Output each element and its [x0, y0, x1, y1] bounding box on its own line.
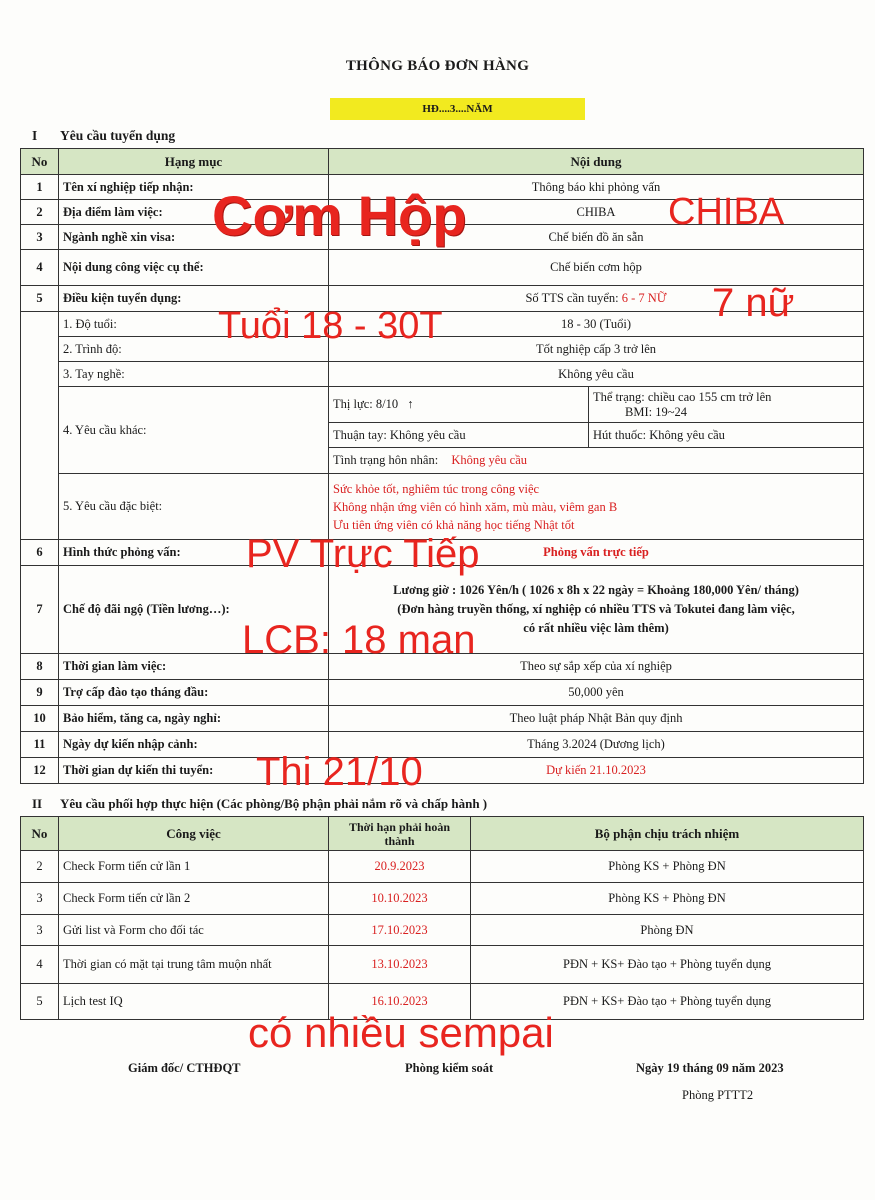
eyesight-text: Thị lực: 8/10: [333, 397, 399, 411]
table-row: [21, 387, 864, 423]
special-line: Không nhận ứng viên có hình xăm, mù màu, viêm gan B: [333, 499, 618, 514]
table-row: [21, 851, 864, 883]
overlay-interview: PV Trực Tiếp: [246, 532, 480, 576]
task-number: 3: [21, 883, 59, 915]
row-content: Theo luật pháp Nhật Bản quy định: [329, 706, 864, 732]
table-row: [21, 706, 864, 732]
row-number: 11: [21, 732, 59, 758]
issuing-department: Phòng PTTT2: [682, 1088, 754, 1102]
row-number: 10: [21, 706, 59, 732]
task-deadline: 13.10.2023: [329, 946, 471, 984]
special-line: Ưu tiên ứng viên có khả năng học tiếng Nhật tốt: [333, 517, 575, 532]
order-code-badge: HĐ....3....NĂM: [330, 98, 585, 120]
row-number: 1: [21, 175, 59, 200]
table-row: [21, 362, 864, 387]
physique-cell: [589, 387, 864, 423]
task-owner: Phòng ĐN: [471, 915, 864, 946]
trainee-count-label: Số TTS cần tuyển:: [525, 291, 622, 305]
row-number: 5: [21, 286, 59, 312]
row-item: Ngành nghề xin visa:: [59, 225, 329, 250]
salary-line: có rất nhiều việc làm thêm): [523, 621, 669, 635]
header-no: No: [21, 817, 59, 851]
section-2-number: II: [32, 796, 43, 811]
up-arrow-icon: ↑: [407, 397, 414, 411]
eyesight-cell: [329, 387, 589, 423]
salary-line: (Đơn hàng truyền thống, xí nghiệp có nhiều TTS và Tokutei đang làm việc,: [397, 602, 795, 616]
task-number: 4: [21, 946, 59, 984]
table-row: [21, 732, 864, 758]
task-owner: PĐN + KS+ Đào tạo + Phòng tuyển dụng: [471, 984, 864, 1020]
row-content: Phỏng vấn trực tiếp: [329, 540, 864, 566]
criteria-value: Tốt nghiệp cấp 3 trở lên: [329, 337, 864, 362]
section-1-number: I: [32, 128, 38, 143]
section-1-title: Yêu cầu tuyển dụng: [60, 128, 176, 143]
task-owner: Phòng KS + Phòng ĐN: [471, 883, 864, 915]
task-deadline: 16.10.2023: [329, 984, 471, 1020]
table-row: [21, 680, 864, 706]
header-owner: Bộ phận chịu trách nhiệm: [471, 817, 864, 851]
handedness-cell: Thuận tay: Không yêu cầu: [329, 423, 589, 448]
criteria-label: 3. Tay nghề:: [59, 362, 329, 387]
task-number: 5: [21, 984, 59, 1020]
overlay-base-salary: LCB: 18 man: [242, 618, 476, 662]
row-content: Thông báo khi phỏng vấn: [329, 175, 864, 200]
overlay-seven-women: 7 nữ: [712, 281, 795, 325]
criteria-value: Không yêu cầu: [329, 362, 864, 387]
task-name: Lịch test IQ: [59, 984, 329, 1020]
task-owner: PĐN + KS+ Đào tạo + Phòng tuyển dụng: [471, 946, 864, 984]
physique-height: Thể trạng: chiều cao 155 cm trở lên: [593, 389, 772, 404]
header-no: No: [21, 149, 59, 175]
overlay-sempai: có nhiều sempai: [248, 1009, 554, 1056]
task-deadline: 10.10.2023: [329, 883, 471, 915]
table-header-row: [21, 817, 864, 851]
row-item: Điều kiện tuyển dụng:: [59, 286, 329, 312]
header-task: Công việc: [59, 817, 329, 851]
criteria-label: 4. Yêu cầu khác:: [59, 387, 329, 474]
physique-bmi: BMI: 19~24: [625, 404, 687, 419]
control-dept-label: Phòng kiểm soát: [405, 1061, 494, 1075]
row-content: Chế biến đồ ăn sẵn: [329, 225, 864, 250]
section-2-heading: [32, 796, 487, 812]
row-item: Địa điểm làm việc:: [59, 200, 329, 225]
row-number: 9: [21, 680, 59, 706]
table-header-row: [21, 149, 864, 175]
trainee-count-value: 6 - 7 NỮ: [621, 291, 667, 305]
section-1-heading: [32, 128, 175, 144]
row-item: Thời gian làm việc:: [59, 654, 329, 680]
row-item: Bảo hiểm, tăng ca, ngày nghỉ:: [59, 706, 329, 732]
task-deadline: 17.10.2023: [329, 915, 471, 946]
row-item: Hình thức phỏng vấn:: [59, 540, 329, 566]
row-content: Theo sự sắp xếp của xí nghiệp: [329, 654, 864, 680]
row-item: Tên xí nghiệp tiếp nhận:: [59, 175, 329, 200]
task-deadline: 20.9.2023: [329, 851, 471, 883]
task-name: Check Form tiến cử lần 1: [59, 851, 329, 883]
row-item: Thời gian dự kiến thi tuyển:: [59, 758, 329, 784]
document-title: THÔNG BÁO ĐƠN HÀNG: [345, 58, 530, 74]
task-name: Check Form tiến cử lần 2: [59, 883, 329, 915]
marital-label: Tình trạng hôn nhân:: [333, 453, 439, 467]
row-content: CHIBA: [329, 200, 864, 225]
table-row: [21, 915, 864, 946]
task-name: Thời gian có mặt tại trung tâm muộn nhất: [59, 946, 329, 984]
row-content: 50,000 yên: [329, 680, 864, 706]
task-number: 2: [21, 851, 59, 883]
salary-line: Lương giờ : 1026 Yên/h ( 1026 x 8h x 22 ngày = Khoảng 180,000 Yên/ tháng): [393, 583, 799, 597]
table-row: [21, 946, 864, 984]
row-number-empty: [21, 312, 59, 540]
table-row: [21, 883, 864, 915]
overlay-chiba: CHIBA: [668, 191, 785, 233]
overlay-age: Tuổi 18 - 30T: [218, 305, 443, 347]
criteria-label: 1. Độ tuổi:: [59, 312, 329, 337]
criteria-label: 2. Trình độ:: [59, 337, 329, 362]
row-item: Nội dung công việc cụ thể:: [59, 250, 329, 286]
header-deadline: Thời hạn phải hoàn thành: [329, 817, 471, 851]
row-number: 3: [21, 225, 59, 250]
row-content: Dự kiến 21.10.2023: [329, 758, 864, 784]
table-row: [21, 474, 864, 540]
row-number: 8: [21, 654, 59, 680]
overlay-com-hop: Cơm Hộp: [212, 184, 467, 247]
issue-date: Ngày 19 tháng 09 năm 2023: [636, 1061, 784, 1075]
coordination-table: [20, 816, 864, 1020]
row-item: Trợ cấp đào tạo tháng đầu:: [59, 680, 329, 706]
row-number: 7: [21, 566, 59, 654]
section-2-title: Yêu cầu phối hợp thực hiện (Các phòng/Bộ phận phải nắm rõ và chấp hành ): [60, 796, 488, 811]
criteria-value: 18 - 30 (Tuổi): [329, 312, 864, 337]
row-content: Tháng 3.2024 (Dương lịch): [329, 732, 864, 758]
row-number: 6: [21, 540, 59, 566]
director-signature-label: Giám đốc/ CTHĐQT: [128, 1061, 241, 1075]
row-number: 12: [21, 758, 59, 784]
criteria-label: 5. Yêu cầu đặc biệt:: [59, 474, 329, 540]
row-number: 2: [21, 200, 59, 225]
smoking-cell: Hút thuốc: Không yêu cầu: [589, 423, 864, 448]
row-number: 4: [21, 250, 59, 286]
overlay-exam-date: Thi 21/10: [256, 750, 423, 794]
special-line: Sức khỏe tốt, nghiêm túc trong công việc: [333, 481, 540, 496]
header-content: Nội dung: [329, 149, 864, 175]
table-row: [21, 758, 864, 784]
row-item: Ngày dự kiến nhập cảnh:: [59, 732, 329, 758]
marital-cell: [329, 448, 864, 474]
task-name: Gửi list và Form cho đối tác: [59, 915, 329, 946]
row-content: Chế biến cơm hộp: [329, 250, 864, 286]
task-number: 3: [21, 915, 59, 946]
task-owner: Phòng KS + Phòng ĐN: [471, 851, 864, 883]
special-requirements: [329, 474, 864, 540]
row-item: Chế độ đãi ngộ (Tiền lương…):: [59, 566, 329, 654]
marital-value: Không yêu cầu: [451, 453, 527, 467]
header-item: Hạng mục: [59, 149, 329, 175]
